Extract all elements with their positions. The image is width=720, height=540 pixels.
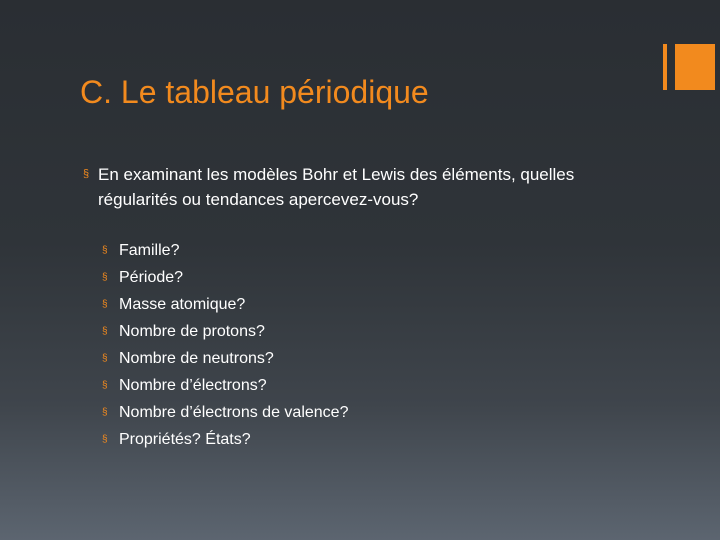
sub-bullet-text: Période?: [119, 269, 184, 286]
bullet-icon: §: [102, 245, 108, 256]
sub-bullet-text: Masse atomique?: [119, 296, 246, 313]
sub-bullet-text: Nombre d’électrons?: [119, 377, 267, 394]
sub-bullet-item: [102, 372, 348, 399]
sub-bullet-item: [102, 237, 348, 264]
bullet-icon: §: [102, 434, 108, 445]
sub-bullet-text: Propriétés? États?: [119, 431, 251, 448]
sub-bullet-item: [102, 399, 348, 426]
sub-bullet-text: Famille?: [119, 242, 180, 259]
sub-bullet-item: [102, 345, 348, 372]
bullet-icon: §: [102, 272, 108, 283]
sub-bullet-list: [102, 237, 348, 453]
accent-bar-thin: [663, 44, 667, 90]
sub-bullet-text: Nombre de protons?: [119, 323, 265, 340]
main-bullet-text: En examinant les modèles Bohr et Lewis des éléments, quelles régularités ou tendances apercevez-vous?: [98, 165, 575, 209]
bullet-icon: §: [102, 353, 108, 364]
main-bullet-item: [83, 162, 643, 212]
sub-bullet-item: [102, 318, 348, 345]
slide-title: C. Le tableau périodique: [80, 74, 429, 110]
sub-bullet-item: [102, 264, 348, 291]
sub-bullet-item: [102, 426, 348, 453]
sub-bullet-text: Nombre d’électrons de valence?: [119, 404, 349, 421]
bullet-icon: §: [102, 407, 108, 418]
bullet-icon: §: [102, 326, 108, 337]
bullet-icon: §: [83, 168, 90, 180]
sub-bullet-text: Nombre de neutrons?: [119, 350, 274, 367]
sub-bullet-item: [102, 291, 348, 318]
bullet-icon: §: [102, 299, 108, 310]
bullet-icon: §: [102, 380, 108, 391]
accent-bar-thick: [675, 44, 715, 90]
